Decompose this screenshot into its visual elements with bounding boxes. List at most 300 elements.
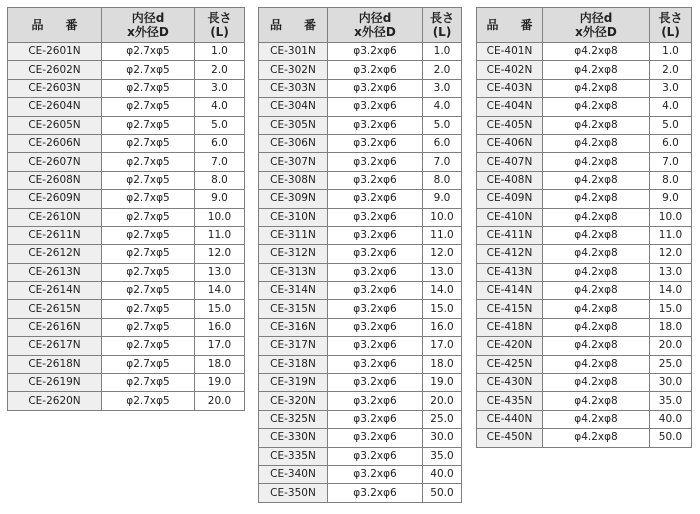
table-row	[8, 282, 245, 300]
table-header-row	[477, 8, 692, 43]
part-number-cell: CE-2606N	[8, 134, 102, 152]
table-row	[259, 318, 462, 336]
table-row	[477, 79, 692, 97]
length-cell: 11.0	[195, 226, 245, 244]
dimension-header-line-2: x外径D	[127, 25, 169, 39]
dimension-cell: φ4.2xφ8	[543, 410, 650, 428]
spec-table-2	[258, 7, 462, 503]
part-number-cell: CE-325N	[259, 410, 328, 428]
part-number-cell: CE-406N	[477, 134, 543, 152]
part-number-cell: CE-340N	[259, 465, 328, 483]
table-row	[259, 134, 462, 152]
dimension-cell: φ4.2xφ8	[543, 392, 650, 410]
dimension-cell: φ3.2xφ6	[328, 226, 423, 244]
length-header-line-1: 長さ	[429, 11, 454, 25]
length-cell: 15.0	[423, 300, 462, 318]
table-row	[8, 116, 245, 134]
table-row	[477, 282, 692, 300]
length-cell: 18.0	[650, 318, 692, 336]
length-cell: 50.0	[423, 484, 462, 502]
dimension-cell: φ3.2xφ6	[328, 337, 423, 355]
table-row	[259, 374, 462, 392]
dimension-cell: φ3.2xφ6	[328, 318, 423, 336]
length-cell: 2.0	[650, 61, 692, 79]
dimension-cell: φ2.7xφ5	[102, 116, 195, 134]
table-row	[8, 226, 245, 244]
dimension-cell: φ4.2xφ8	[543, 43, 650, 61]
part-number-cell: CE-415N	[477, 300, 543, 318]
dimension-cell: φ4.2xφ8	[543, 116, 650, 134]
table-row	[8, 245, 245, 263]
part-number-cell: CE-316N	[259, 318, 328, 336]
dimension-cell: φ2.7xφ5	[102, 263, 195, 281]
length-cell: 3.0	[423, 79, 462, 97]
length-cell: 7.0	[650, 153, 692, 171]
dimension-cell: φ4.2xφ8	[543, 337, 650, 355]
length-cell: 19.0	[195, 374, 245, 392]
dimension-cell: φ2.7xφ5	[102, 171, 195, 189]
dimension-cell: φ3.2xφ6	[328, 447, 423, 465]
part-number-cell: CE-2613N	[8, 263, 102, 281]
table-row	[259, 447, 462, 465]
part-number-cell: CE-440N	[477, 410, 543, 428]
length-cell: 35.0	[650, 392, 692, 410]
table-row	[259, 410, 462, 428]
length-cell: 17.0	[195, 337, 245, 355]
table-row	[8, 208, 245, 226]
length-cell: 5.0	[195, 116, 245, 134]
length-cell: 4.0	[195, 98, 245, 116]
dimension-header-line-2: x外径D	[354, 25, 396, 39]
length-cell: 10.0	[423, 208, 462, 226]
dimension-cell: φ3.2xφ6	[328, 465, 423, 483]
part-number-cell: CE-2617N	[8, 337, 102, 355]
length-cell: 13.0	[423, 263, 462, 281]
table-row	[259, 116, 462, 134]
part-number-cell: CE-320N	[259, 392, 328, 410]
part-number-cell: CE-2604N	[8, 98, 102, 116]
table-row	[477, 43, 692, 61]
part-number-cell: CE-313N	[259, 263, 328, 281]
table-row	[477, 410, 692, 428]
table-row	[8, 318, 245, 336]
part-number-cell: CE-418N	[477, 318, 543, 336]
dimension-cell: φ2.7xφ5	[102, 337, 195, 355]
table-row	[8, 98, 245, 116]
length-header	[650, 8, 692, 43]
table-header-row	[8, 8, 245, 43]
part-number-cell: CE-2612N	[8, 245, 102, 263]
length-cell: 4.0	[423, 98, 462, 116]
part-number-cell: CE-305N	[259, 116, 328, 134]
dimension-cell: φ3.2xφ6	[328, 153, 423, 171]
length-cell: 3.0	[650, 79, 692, 97]
table-body	[8, 43, 245, 411]
table-row	[8, 190, 245, 208]
part-number-cell: CE-318N	[259, 355, 328, 373]
length-cell: 9.0	[423, 190, 462, 208]
part-number-cell: CE-306N	[259, 134, 328, 152]
table-row	[8, 43, 245, 61]
length-cell: 16.0	[423, 318, 462, 336]
part-number-cell: CE-2602N	[8, 61, 102, 79]
dimension-cell: φ4.2xφ8	[543, 263, 650, 281]
table-row	[259, 208, 462, 226]
length-cell: 8.0	[423, 171, 462, 189]
dimension-cell: φ2.7xφ5	[102, 61, 195, 79]
dimension-cell: φ3.2xφ6	[328, 484, 423, 502]
table-row	[259, 153, 462, 171]
dimension-cell: φ3.2xφ6	[328, 392, 423, 410]
length-cell: 1.0	[650, 43, 692, 61]
part-number-cell: CE-401N	[477, 43, 543, 61]
dimension-cell: φ3.2xφ6	[328, 98, 423, 116]
table-row	[259, 43, 462, 61]
table-row	[477, 116, 692, 134]
dimension-header	[102, 8, 195, 43]
part-number-cell: CE-330N	[259, 429, 328, 447]
part-number-cell: CE-311N	[259, 226, 328, 244]
table-row	[259, 484, 462, 502]
length-cell: 12.0	[423, 245, 462, 263]
length-cell: 25.0	[423, 410, 462, 428]
dimension-cell: φ2.7xφ5	[102, 43, 195, 61]
header-part-char-1: 品	[31, 18, 44, 32]
dimension-cell: φ4.2xφ8	[543, 134, 650, 152]
table-row	[259, 465, 462, 483]
length-header-line-1: 長さ	[658, 11, 683, 25]
table-row	[477, 337, 692, 355]
part-number-cell: CE-409N	[477, 190, 543, 208]
part-number-cell: CE-309N	[259, 190, 328, 208]
spec-table-3	[476, 7, 692, 448]
length-header-line-2: (L)	[432, 25, 452, 39]
table-row	[8, 61, 245, 79]
table-row	[259, 282, 462, 300]
table-row	[8, 134, 245, 152]
length-cell: 8.0	[650, 171, 692, 189]
dimension-cell: φ3.2xφ6	[328, 79, 423, 97]
dimension-cell: φ4.2xφ8	[543, 318, 650, 336]
dimension-cell: φ3.2xφ6	[328, 116, 423, 134]
dimension-cell: φ2.7xφ5	[102, 318, 195, 336]
part-number-cell: CE-2609N	[8, 190, 102, 208]
dimension-header-line-1: 内径d	[131, 11, 165, 25]
part-number-cell: CE-335N	[259, 447, 328, 465]
table-row	[477, 392, 692, 410]
dimension-cell: φ4.2xφ8	[543, 300, 650, 318]
length-cell: 8.0	[195, 171, 245, 189]
part-number-cell: CE-304N	[259, 98, 328, 116]
part-number-cell: CE-2608N	[8, 171, 102, 189]
table-row	[477, 190, 692, 208]
table-row	[259, 226, 462, 244]
dimension-cell: φ4.2xφ8	[543, 245, 650, 263]
header-part-char-1: 品	[486, 18, 499, 32]
table-row	[8, 153, 245, 171]
dimension-cell: φ2.7xφ5	[102, 134, 195, 152]
table-row	[477, 374, 692, 392]
part-number-cell: CE-314N	[259, 282, 328, 300]
length-cell: 11.0	[650, 226, 692, 244]
length-cell: 40.0	[650, 410, 692, 428]
part-number-cell: CE-2605N	[8, 116, 102, 134]
dimension-cell: φ3.2xφ6	[328, 282, 423, 300]
part-number-cell: CE-2610N	[8, 208, 102, 226]
table-row	[8, 374, 245, 392]
part-number-cell: CE-410N	[477, 208, 543, 226]
table-row	[477, 226, 692, 244]
dimension-header-line-1: 内径d	[579, 11, 613, 25]
length-cell: 12.0	[650, 245, 692, 263]
length-cell: 6.0	[650, 134, 692, 152]
table-row	[477, 208, 692, 226]
length-cell: 11.0	[423, 226, 462, 244]
length-cell: 16.0	[195, 318, 245, 336]
length-header-line-2: (L)	[661, 25, 680, 39]
table-row	[259, 61, 462, 79]
part-number-cell: CE-413N	[477, 263, 543, 281]
dimension-header	[328, 8, 423, 43]
spec-table-1	[7, 7, 245, 411]
table-row	[477, 318, 692, 336]
dimension-cell: φ4.2xφ8	[543, 153, 650, 171]
part-number-cell: CE-308N	[259, 171, 328, 189]
dimension-header	[543, 8, 650, 43]
table-row	[477, 429, 692, 447]
table-row	[477, 263, 692, 281]
length-cell: 5.0	[423, 116, 462, 134]
part-number-cell: CE-312N	[259, 245, 328, 263]
part-number-cell: CE-2601N	[8, 43, 102, 61]
length-cell: 7.0	[423, 153, 462, 171]
part-number-cell: CE-2615N	[8, 300, 102, 318]
part-number-cell: CE-301N	[259, 43, 328, 61]
dimension-cell: φ3.2xφ6	[328, 355, 423, 373]
length-cell: 2.0	[195, 61, 245, 79]
part-number-header	[8, 8, 102, 43]
length-cell: 20.0	[195, 392, 245, 410]
table-row	[259, 79, 462, 97]
part-number-cell: CE-411N	[477, 226, 543, 244]
table-row	[259, 245, 462, 263]
table-row	[259, 98, 462, 116]
header-part-char-2: 番	[65, 18, 78, 32]
dimension-cell: φ3.2xφ6	[328, 190, 423, 208]
part-number-cell: CE-315N	[259, 300, 328, 318]
dimension-cell: φ2.7xφ5	[102, 245, 195, 263]
part-number-cell: CE-420N	[477, 337, 543, 355]
part-number-cell: CE-404N	[477, 98, 543, 116]
length-cell: 3.0	[195, 79, 245, 97]
length-cell: 9.0	[650, 190, 692, 208]
part-number-cell: CE-2614N	[8, 282, 102, 300]
dimension-cell: φ4.2xφ8	[543, 374, 650, 392]
length-header-line-2: (L)	[210, 25, 229, 39]
table-row	[477, 61, 692, 79]
part-number-cell: CE-2619N	[8, 374, 102, 392]
part-number-cell: CE-2607N	[8, 153, 102, 171]
table-row	[259, 263, 462, 281]
dimension-cell: φ2.7xφ5	[102, 208, 195, 226]
length-header	[423, 8, 462, 43]
length-cell: 20.0	[650, 337, 692, 355]
part-number-cell: CE-450N	[477, 429, 543, 447]
part-number-cell: CE-317N	[259, 337, 328, 355]
dimension-cell: φ4.2xφ8	[543, 98, 650, 116]
table-body	[259, 43, 462, 503]
length-cell: 14.0	[650, 282, 692, 300]
length-cell: 20.0	[423, 392, 462, 410]
length-cell: 35.0	[423, 447, 462, 465]
length-cell: 7.0	[195, 153, 245, 171]
table-row	[8, 392, 245, 410]
table-row	[477, 171, 692, 189]
table-body	[477, 43, 692, 448]
part-number-cell: CE-303N	[259, 79, 328, 97]
dimension-cell: φ3.2xφ6	[328, 208, 423, 226]
dimension-cell: φ4.2xφ8	[543, 355, 650, 373]
length-cell: 15.0	[195, 300, 245, 318]
length-cell: 12.0	[195, 245, 245, 263]
part-number-cell: CE-425N	[477, 355, 543, 373]
length-cell: 1.0	[195, 43, 245, 61]
dimension-cell: φ3.2xφ6	[328, 245, 423, 263]
dimension-cell: φ2.7xφ5	[102, 153, 195, 171]
dimension-cell: φ2.7xφ5	[102, 300, 195, 318]
length-cell: 17.0	[423, 337, 462, 355]
part-number-cell: CE-414N	[477, 282, 543, 300]
length-cell: 9.0	[195, 190, 245, 208]
part-number-cell: CE-412N	[477, 245, 543, 263]
table-row	[259, 337, 462, 355]
table-row	[477, 134, 692, 152]
table-row	[8, 263, 245, 281]
length-cell: 1.0	[423, 43, 462, 61]
length-cell: 18.0	[423, 355, 462, 373]
table-row	[259, 190, 462, 208]
part-number-cell: CE-302N	[259, 61, 328, 79]
length-cell: 6.0	[195, 134, 245, 152]
dimension-cell: φ4.2xφ8	[543, 190, 650, 208]
header-part-char-2: 番	[304, 18, 317, 32]
length-cell: 15.0	[650, 300, 692, 318]
dimension-cell: φ3.2xφ6	[328, 43, 423, 61]
dimension-cell: φ4.2xφ8	[543, 79, 650, 97]
dimension-cell: φ2.7xφ5	[102, 226, 195, 244]
dimension-cell: φ3.2xφ6	[328, 300, 423, 318]
table-row	[259, 429, 462, 447]
dimension-cell: φ4.2xφ8	[543, 208, 650, 226]
part-number-cell: CE-405N	[477, 116, 543, 134]
dimension-cell: φ4.2xφ8	[543, 429, 650, 447]
length-cell: 10.0	[195, 208, 245, 226]
table-row	[477, 245, 692, 263]
length-cell: 5.0	[650, 116, 692, 134]
part-number-cell: CE-403N	[477, 79, 543, 97]
part-number-cell: CE-407N	[477, 153, 543, 171]
length-cell: 2.0	[423, 61, 462, 79]
table-row	[477, 98, 692, 116]
part-number-cell: CE-350N	[259, 484, 328, 502]
part-number-cell: CE-2618N	[8, 355, 102, 373]
dimension-cell: φ2.7xφ5	[102, 392, 195, 410]
table-header-row	[259, 8, 462, 43]
dimension-cell: φ3.2xφ6	[328, 263, 423, 281]
table-row	[477, 300, 692, 318]
length-cell: 18.0	[195, 355, 245, 373]
part-number-cell: CE-2620N	[8, 392, 102, 410]
table-row	[477, 355, 692, 373]
table-row	[259, 171, 462, 189]
table-row	[259, 355, 462, 373]
part-number-cell: CE-310N	[259, 208, 328, 226]
dimension-header-line-2: x外径D	[575, 25, 617, 39]
dimension-cell: φ3.2xφ6	[328, 171, 423, 189]
part-number-cell: CE-307N	[259, 153, 328, 171]
dimension-cell: φ3.2xφ6	[328, 374, 423, 392]
part-number-cell: CE-435N	[477, 392, 543, 410]
part-number-cell: CE-430N	[477, 374, 543, 392]
dimension-cell: φ4.2xφ8	[543, 226, 650, 244]
length-header	[195, 8, 245, 43]
dimension-cell: φ3.2xφ6	[328, 134, 423, 152]
part-number-cell: CE-408N	[477, 171, 543, 189]
length-cell: 4.0	[650, 98, 692, 116]
dimension-cell: φ4.2xφ8	[543, 61, 650, 79]
part-number-cell: CE-319N	[259, 374, 328, 392]
table-row	[8, 171, 245, 189]
part-number-cell: CE-2611N	[8, 226, 102, 244]
header-part-char-1: 品	[269, 18, 282, 32]
table-row	[8, 79, 245, 97]
length-cell: 14.0	[195, 282, 245, 300]
length-cell: 25.0	[650, 355, 692, 373]
dimension-cell: φ2.7xφ5	[102, 355, 195, 373]
table-row	[259, 300, 462, 318]
part-number-cell: CE-2616N	[8, 318, 102, 336]
dimension-cell: φ3.2xφ6	[328, 61, 423, 79]
dimension-cell: φ2.7xφ5	[102, 190, 195, 208]
length-cell: 6.0	[423, 134, 462, 152]
length-cell: 50.0	[650, 429, 692, 447]
length-cell: 13.0	[650, 263, 692, 281]
length-cell: 14.0	[423, 282, 462, 300]
table-row	[8, 300, 245, 318]
table-row	[8, 355, 245, 373]
dimension-cell: φ4.2xφ8	[543, 282, 650, 300]
dimension-cell: φ4.2xφ8	[543, 171, 650, 189]
dimension-cell: φ2.7xφ5	[102, 282, 195, 300]
part-number-header	[259, 8, 328, 43]
length-cell: 10.0	[650, 208, 692, 226]
dimension-cell: φ3.2xφ6	[328, 429, 423, 447]
part-number-cell: CE-402N	[477, 61, 543, 79]
length-cell: 19.0	[423, 374, 462, 392]
table-row	[477, 153, 692, 171]
part-number-header	[477, 8, 543, 43]
dimension-cell: φ2.7xφ5	[102, 79, 195, 97]
dimension-cell: φ2.7xφ5	[102, 374, 195, 392]
length-cell: 40.0	[423, 465, 462, 483]
dimension-cell: φ3.2xφ6	[328, 410, 423, 428]
length-cell: 13.0	[195, 263, 245, 281]
length-cell: 30.0	[650, 374, 692, 392]
table-row	[259, 392, 462, 410]
table-row	[8, 337, 245, 355]
header-part-char-2: 番	[520, 18, 533, 32]
dimension-header-line-1: 内径d	[358, 11, 392, 25]
